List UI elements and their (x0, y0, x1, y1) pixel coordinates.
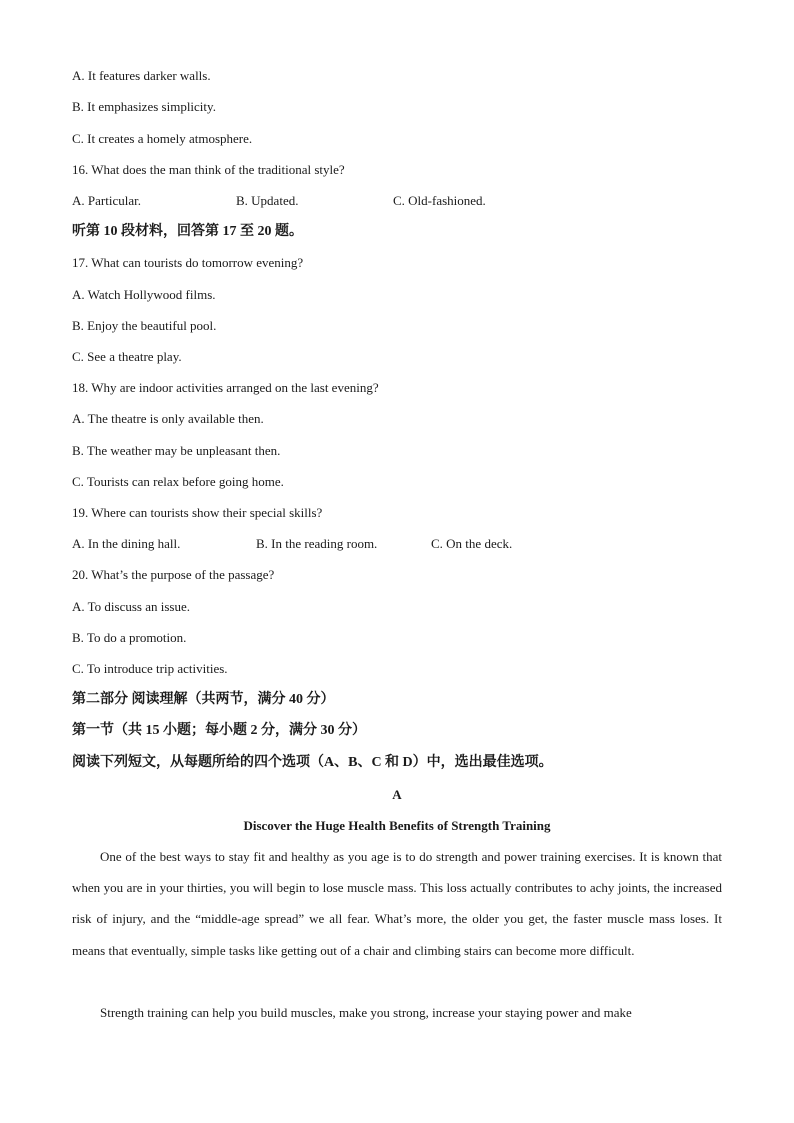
q16-option-a: A. Particular. (72, 193, 141, 208)
passage-title: Discover the Huge Health Benefits of Strength Training (243, 818, 551, 833)
q20-option-c: C. To introduce trip activities. (72, 661, 228, 676)
q18-question: 18. Why are indoor activities arranged on the last evening? (72, 380, 379, 395)
passage-paragraph-1: One of the best ways to stay fit and healthy as you age is to do strength and power training exercises. It is known that when you are in your thirties, you will begin to lose muscle mass. This loss actually contributes to achy joints, the increased risk of injury, and the “middle-age spread” we all fear. What’s more, the older you get, the faster muscle mass loses. It means that eventually, simple tasks like getting out of a chair and climbing stairs can become more difficult. (72, 849, 722, 958)
q17-option-a: A. Watch Hollywood films. (72, 287, 216, 302)
reading-instruction: 阅读下列短文，从每题所给的四个选项（A、B、C 和 D）中，选出最佳选项。 (72, 755, 553, 770)
q16-option-c: C. Old-fashioned. (393, 193, 486, 208)
q18-option-c: C. Tourists can relax before going home. (72, 474, 284, 489)
q17-option-b: B. Enjoy the beautiful pool. (72, 318, 217, 333)
q19-question: 19. Where can tourists show their special skills? (72, 505, 323, 520)
q20-question: 20. What’s the purpose of the passage? (72, 567, 275, 582)
section1-heading: 第一节（共 15 小题；每小题 2 分，满分 30 分） (72, 723, 366, 738)
passage-paragraph-2: Strength training can help you build muscles, make you strong, increase your staying power and make (100, 1005, 632, 1020)
q20-option-b: B. To do a promotion. (72, 630, 187, 645)
passage-letter: A (392, 787, 402, 802)
q15-option-a: A. It features darker walls. (72, 68, 211, 83)
part2-heading: 第二部分 阅读理解（共两节，满分 40 分） (72, 692, 335, 707)
q18-option-b: B. The weather may be unpleasant then. (72, 443, 281, 458)
q15-option-b: B. It emphasizes simplicity. (72, 99, 216, 114)
q19-option-b: B. In the reading room. (256, 536, 378, 551)
q16-option-b: B. Updated. (236, 193, 299, 208)
q19-option-a: A. In the dining hall. (72, 536, 181, 551)
q18-option-a: A. The theatre is only available then. (72, 411, 264, 426)
q17-question: 17. What can tourists do tomorrow evening? (72, 255, 304, 270)
q16-question: 16. What does the man think of the traditional style? (72, 162, 345, 177)
q17-option-c: C. See a theatre play. (72, 349, 182, 364)
q19-option-c: C. On the deck. (431, 536, 513, 551)
section10-heading: 听第 10 段材料，回答第 17 至 20 题。 (72, 224, 303, 239)
q20-option-a: A. To discuss an issue. (72, 599, 191, 614)
q15-option-c: C. It creates a homely atmosphere. (72, 131, 253, 146)
